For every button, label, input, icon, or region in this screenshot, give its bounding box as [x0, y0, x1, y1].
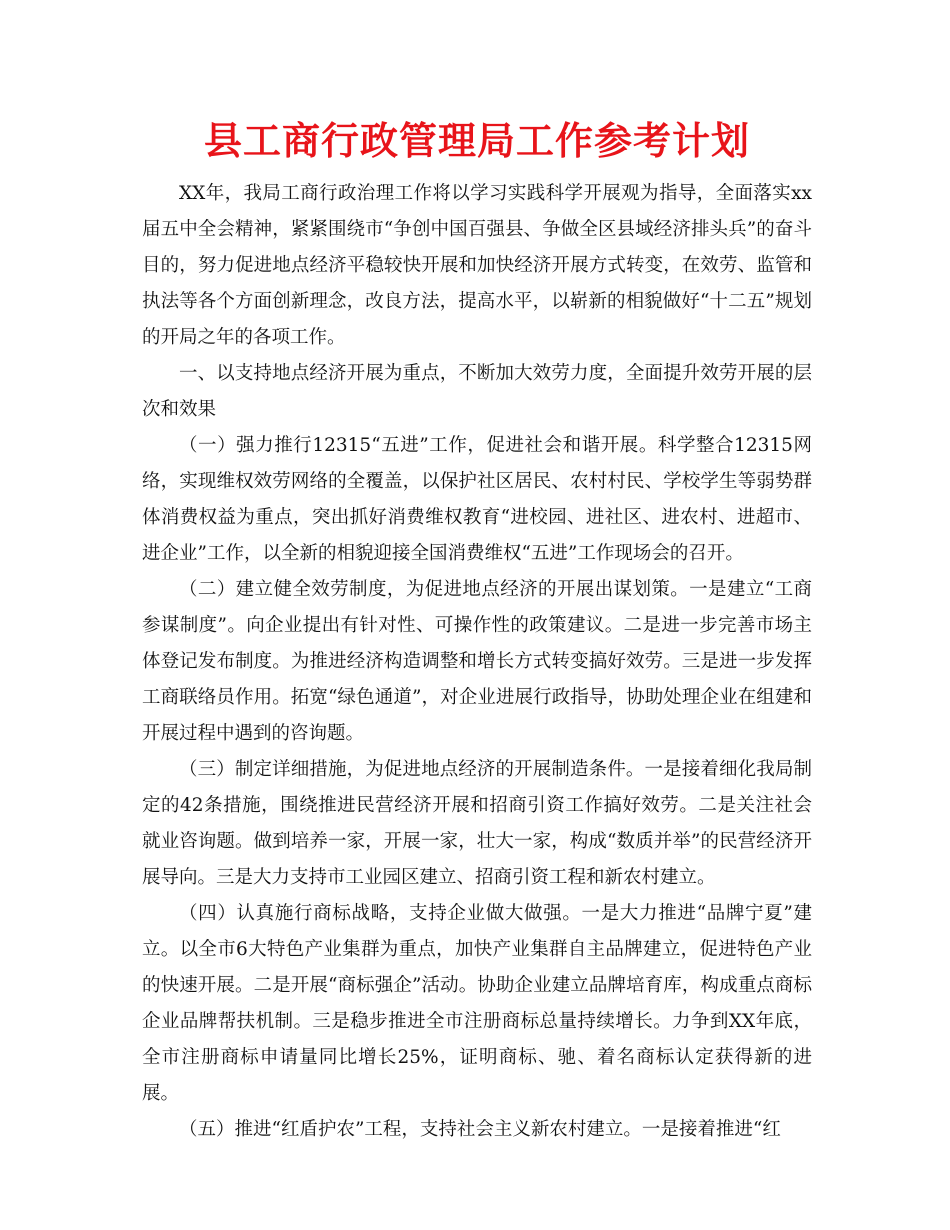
paragraph-section-1-heading: 一、以支持地点经济开展为重点，不断加大效劳力度，全面提升效劳开展的层次和效果	[142, 363, 812, 420]
document-title: 县工商行政管理局工作参考计划	[203, 118, 750, 163]
paragraph-item-5: （五）推进“红盾护农”工程，支持社会主义新农村建立。一是接着推进“红	[179, 1119, 781, 1140]
paragraph-item-4: （四）认真施行商标战略，支持企业做大做强。一是大力推进“品牌宁夏”建立。以全市6大特色产业集群为重点，加快产业集群自主品牌建立，促进特色产业的快速开展。二是开展“商标强企”活动。协助企业建立品牌培育库，构成重点商标企业品牌帮扶机制。三是稳步推进全市注册商标总量持续增长。力争到XX年底，全市注册商标申请量同比增长25%，证明商标、驰、着名商标认定获得新的进展。	[142, 903, 812, 1104]
document-page	[142, 112, 812, 1148]
paragraph-item-1: （一）强力推行12315“五进”工作，促进社会和谐开展。科学整合12315网络，实现维权效劳网络的全覆盖，以保护社区居民、农村村民、学校学生等弱势群体消费权益为重点，突出抓好消费维权教育“进校园、进社区、进农村、进超市、进企业”工作，以全新的相貌迎接全国消费维权“五进”工作现场会的召开。	[142, 435, 812, 564]
paragraph-intro: XX年，我局工商行政治理工作将以学习实践科学开展观为指导，全面落实xx届五中全会精神，紧紧围绕市“争创中国百强县、争做全区县域经济排头兵”的奋斗目的，努力促进地点经济平稳较快开展和加快经济开展方式转变，在效劳、监管和执法等各个方面创新理念，改良方法，提高水平，以崭新的相貌做好“十二五”规划的开局之年的各项工作。	[142, 183, 812, 348]
paragraph-item-2: （二）建立健全效劳制度，为促进地点经济的开展出谋划策。一是建立“工商参谋制度”。向企业提出有针对性、可操作性的政策建议。二是进一步完善市场主体登记发布制度。为推进经济构造调整和增长方式转变搞好效劳。三是进一步发挥工商联络员作用。拓宽“绿色通道”，对企业进展行政指导，协助处理企业在组建和开展过程中遇到的咨询题。	[142, 579, 812, 744]
paragraph-item-3: （三）制定详细措施，为促进地点经济的开展制造条件。一是接着细化我局制定的42条措施，围绕推进民营经济开展和招商引资工作搞好效劳。二是关注社会就业咨询题。做到培养一家，开展一家，壮大一家，构成“数质并举”的民营经济开展导向。三是大力支持市工业园区建立、招商引资工程和新农村建立。	[142, 759, 812, 888]
